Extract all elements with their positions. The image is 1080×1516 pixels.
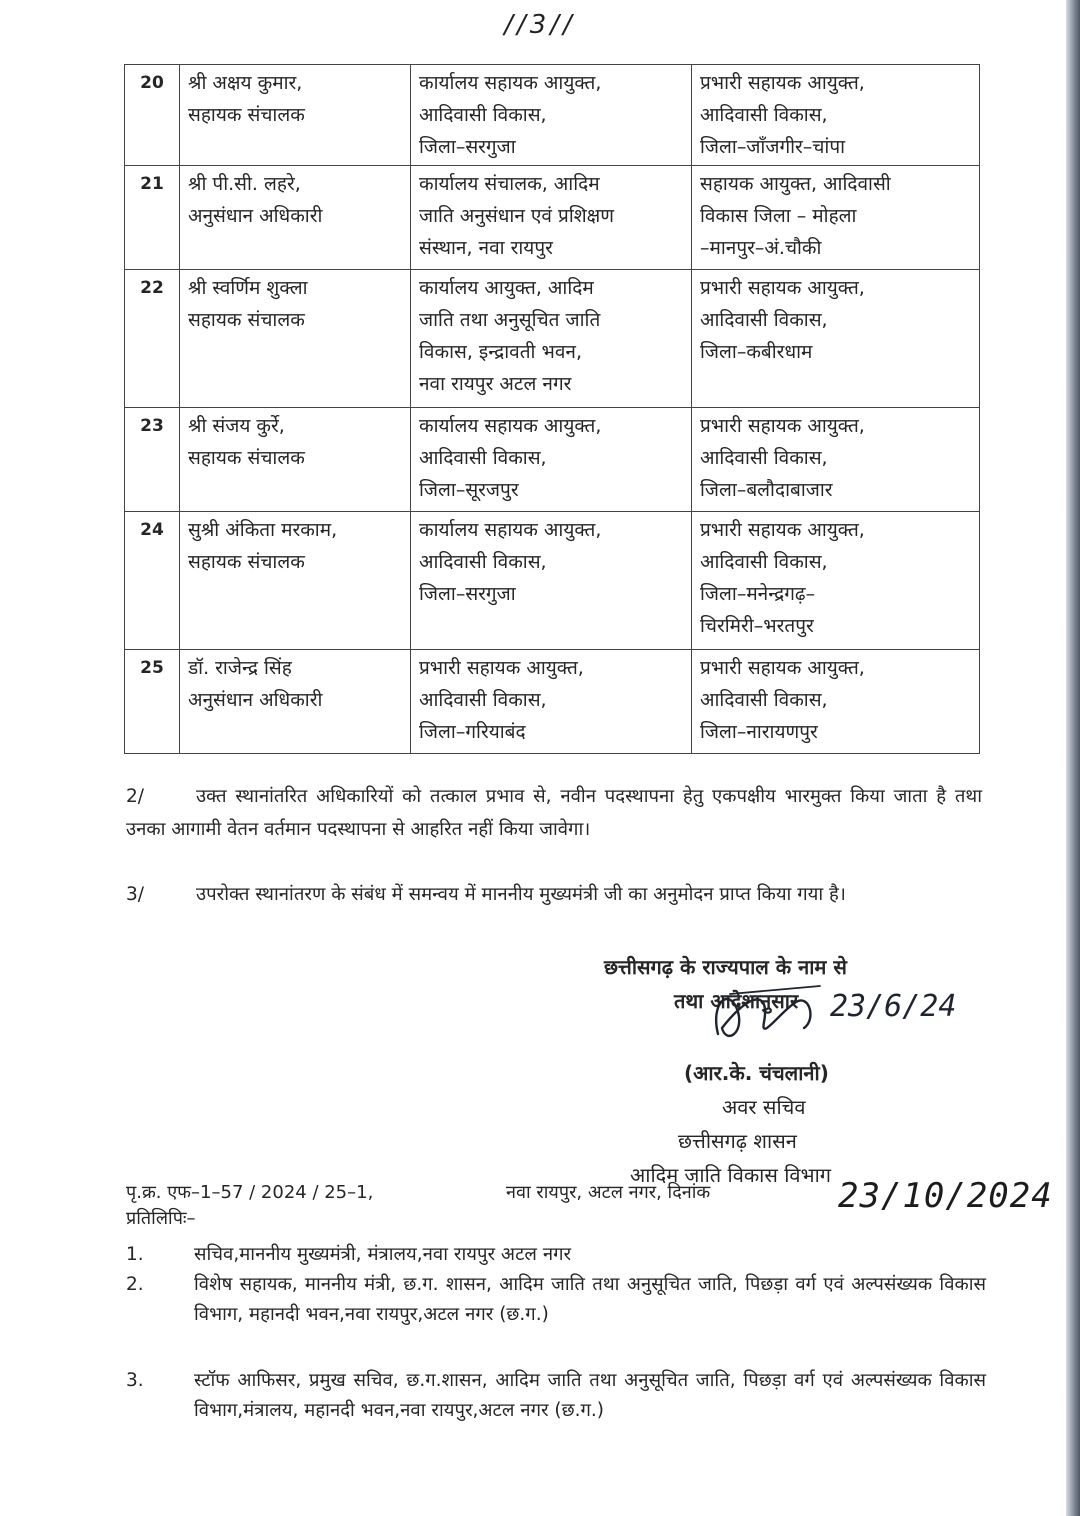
paragraph-text: उपरोक्त स्थानांतरण के संबंध में समन्वय में माननीय मुख्यमंत्री जी का अनुमोदन प्राप्त किया गया है।	[196, 884, 846, 905]
cell-line: कार्यालय सहायक आयुक्त,	[419, 72, 602, 94]
officer-name-cell	[180, 512, 411, 650]
cell-line: आदिवासी विकास,	[419, 104, 547, 126]
table-row	[125, 65, 980, 166]
cell-line: श्री संजय कुर्रे,	[188, 415, 285, 437]
cell-line: प्रभारी सहायक आयुक्त,	[700, 72, 865, 94]
officer-name-cell	[180, 650, 411, 754]
cell-line: जाति तथा अनुसूचित जाति	[419, 309, 601, 331]
copy-item-number: 3.	[126, 1370, 144, 1391]
copy-item-text: विशेष सहायक, माननीय मंत्री, छ.ग. शासन, आदिम जाति तथा अनुसूचित जाति, पिछड़ा वर्ग एवं अल्पसंख्यक विकास विभाग, महानदी भवन,नवा रायपुर,अटल नगर (छ.ग.)	[194, 1274, 986, 1325]
signature-date: 23/6/24	[830, 989, 957, 1024]
transfer-table	[124, 64, 980, 754]
cell-line: सहायक संचालक	[188, 104, 305, 126]
signatory-government: छत्तीसगढ़ शासन	[678, 1129, 797, 1153]
signatory-name: (आर.के. चंचलानी)	[684, 1061, 829, 1085]
scan-edge	[1066, 0, 1080, 1516]
order-authority-line: छत्तीसगढ़ के राज्यपाल के नाम से	[604, 955, 847, 979]
current-posting-cell	[411, 270, 692, 408]
cell-line: आदिवासी विकास,	[700, 689, 828, 711]
new-posting-cell	[692, 650, 980, 754]
cell-line: सहायक संचालक	[188, 551, 305, 573]
cell-line: चिरमिरी–भरतपुर	[700, 615, 814, 637]
current-posting-cell	[411, 166, 692, 270]
table-row	[125, 650, 980, 754]
cell-line: जिला–सरगुजा	[419, 583, 516, 605]
table-row	[125, 166, 980, 270]
cell-line: आदिवासी विकास,	[419, 689, 547, 711]
signatory-department: आदिम जाति विकास विभाग	[630, 1163, 832, 1187]
paragraph-number: 2/	[126, 786, 145, 807]
page-number: //3//	[504, 10, 576, 40]
new-posting-cell	[692, 65, 980, 166]
new-posting-cell	[692, 166, 980, 270]
officer-name-cell	[180, 65, 411, 166]
cell-line: कार्यालय आयुक्त, आदिम	[419, 277, 594, 299]
new-posting-cell	[692, 408, 980, 512]
handwritten-signature	[700, 972, 960, 1062]
officer-name-cell	[180, 166, 411, 270]
cell-line: नवा रायपुर अटल नगर	[419, 373, 572, 395]
copy-item-text: स्टॉफ आफिसर, प्रमुख सचिव, छ.ग.शासन, आदिम जाति तथा अनुसूचित जाति, पिछड़ा वर्ग एवं अल्पसंख्यक विकास विभाग,मंत्रालय, महानदी भवन,नवा रायपुर,अटल नगर (छ.ग.)	[194, 1370, 986, 1421]
copy-to-label: प्रतिलिपिः–	[126, 1208, 196, 1229]
signatory-designation: अवर सचिव	[722, 1095, 806, 1119]
cell-line: जिला–कबीरधाम	[700, 341, 813, 363]
cell-line: जाति अनुसंधान एवं प्रशिक्षण	[419, 205, 615, 227]
cell-line: कार्यालय सहायक आयुक्त,	[419, 415, 602, 437]
cell-line: प्रभारी सहायक आयुक्त,	[700, 277, 865, 299]
serial-number-cell: 22	[125, 270, 180, 408]
cell-line: सहायक आयुक्त, आदिवासी	[700, 173, 891, 195]
cell-line: आदिवासी विकास,	[700, 309, 828, 331]
cell-line: जिला–जाँजगीर–चांपा	[700, 136, 846, 158]
cell-line: आदिवासी विकास,	[419, 551, 547, 573]
current-posting-cell	[411, 650, 692, 754]
order-authority-line-2: तथा आदेशानुसार	[674, 989, 799, 1013]
cell-line: प्रभारी सहायक आयुक्त,	[700, 415, 865, 437]
cell-line: जिला–सरगुजा	[419, 136, 516, 158]
current-posting-cell	[411, 512, 692, 650]
cell-line: जिला–नारायणपुर	[700, 721, 818, 743]
current-posting-cell	[411, 65, 692, 166]
new-posting-cell	[692, 270, 980, 408]
table-row	[125, 270, 980, 408]
cell-line: संस्थान, नवा रायपुर	[419, 237, 553, 259]
cell-line: अनुसंधान अधिकारी	[188, 689, 323, 711]
cell-line: श्री अक्षय कुमार,	[188, 72, 303, 94]
copy-item-text: सचिव,माननीय मुख्यमंत्री, मंत्रालय,नवा रायपुर अटल नगर	[194, 1244, 572, 1265]
cell-line: जिला–बलौदाबाजार	[700, 479, 833, 501]
serial-number-cell: 21	[125, 166, 180, 270]
copy-item-number: 2.	[126, 1274, 144, 1295]
paragraph-2	[126, 780, 982, 846]
transfer-table-body	[125, 65, 980, 754]
place-date-label: नवा रायपुर, अटल नगर, दिनांक	[506, 1182, 711, 1203]
paragraph-number: 3/	[126, 884, 145, 905]
cell-line: प्रभारी सहायक आयुक्त,	[700, 519, 865, 541]
handwritten-issue-date: 23/10/2024	[838, 1176, 1053, 1216]
cell-line: आदिवासी विकास,	[419, 447, 547, 469]
cell-line: आदिवासी विकास,	[700, 447, 828, 469]
reference-number: पृ.क्र. एफ–1–57 / 2024 / 25–1,	[126, 1182, 374, 1203]
officer-name-cell	[180, 270, 411, 408]
serial-number-cell: 23	[125, 408, 180, 512]
new-posting-cell	[692, 512, 980, 650]
cell-line: –मानपुर–अं.चौकी	[700, 237, 822, 259]
officer-name-cell	[180, 408, 411, 512]
cell-line: विकास जिला – मोहला	[700, 205, 857, 227]
cell-line: आदिवासी विकास,	[700, 551, 828, 573]
table-row	[125, 408, 980, 512]
cell-line: सुश्री अंकिता मरकाम,	[188, 519, 338, 541]
cell-line: कार्यालय सहायक आयुक्त,	[419, 519, 602, 541]
cell-line: डॉ. राजेन्द्र सिंह	[188, 657, 292, 679]
cell-line: जिला–मनेन्द्रगढ़–	[700, 583, 816, 605]
table-row	[125, 512, 980, 650]
cell-line: सहायक संचालक	[188, 309, 305, 331]
serial-number-cell: 20	[125, 65, 180, 166]
paragraph-3	[126, 878, 982, 911]
cell-line: अनुसंधान अधिकारी	[188, 205, 323, 227]
serial-number-cell: 24	[125, 512, 180, 650]
cell-line: आदिवासी विकास,	[700, 104, 828, 126]
cell-line: प्रभारी सहायक आयुक्त,	[700, 657, 865, 679]
current-posting-cell	[411, 408, 692, 512]
cell-line: श्री स्वर्णिम शुक्ला	[188, 277, 308, 299]
cell-line: जिला–गरियाबंद	[419, 721, 526, 743]
cell-line: सहायक संचालक	[188, 447, 305, 469]
serial-number-cell: 25	[125, 650, 180, 754]
cell-line: श्री पी.सी. लहरे,	[188, 173, 301, 195]
cell-line: कार्यालय संचालक, आदिम	[419, 173, 600, 195]
cell-line: जिला–सूरजपुर	[419, 479, 519, 501]
copy-item-number: 1.	[126, 1244, 144, 1265]
cell-line: विकास, इन्द्रावती भवन,	[419, 341, 582, 363]
cell-line: प्रभारी सहायक आयुक्त,	[419, 657, 584, 679]
paragraph-text: उक्त स्थानांतरित अधिकारियों को तत्काल प्रभाव से, नवीन पदस्थापना हेतु एकपक्षीय भारमुक्त किया जाता है तथा उनका आगामी वेतन वर्तमान पदस्थापना से आहरित नहीं किया जावेगा।	[126, 786, 982, 840]
